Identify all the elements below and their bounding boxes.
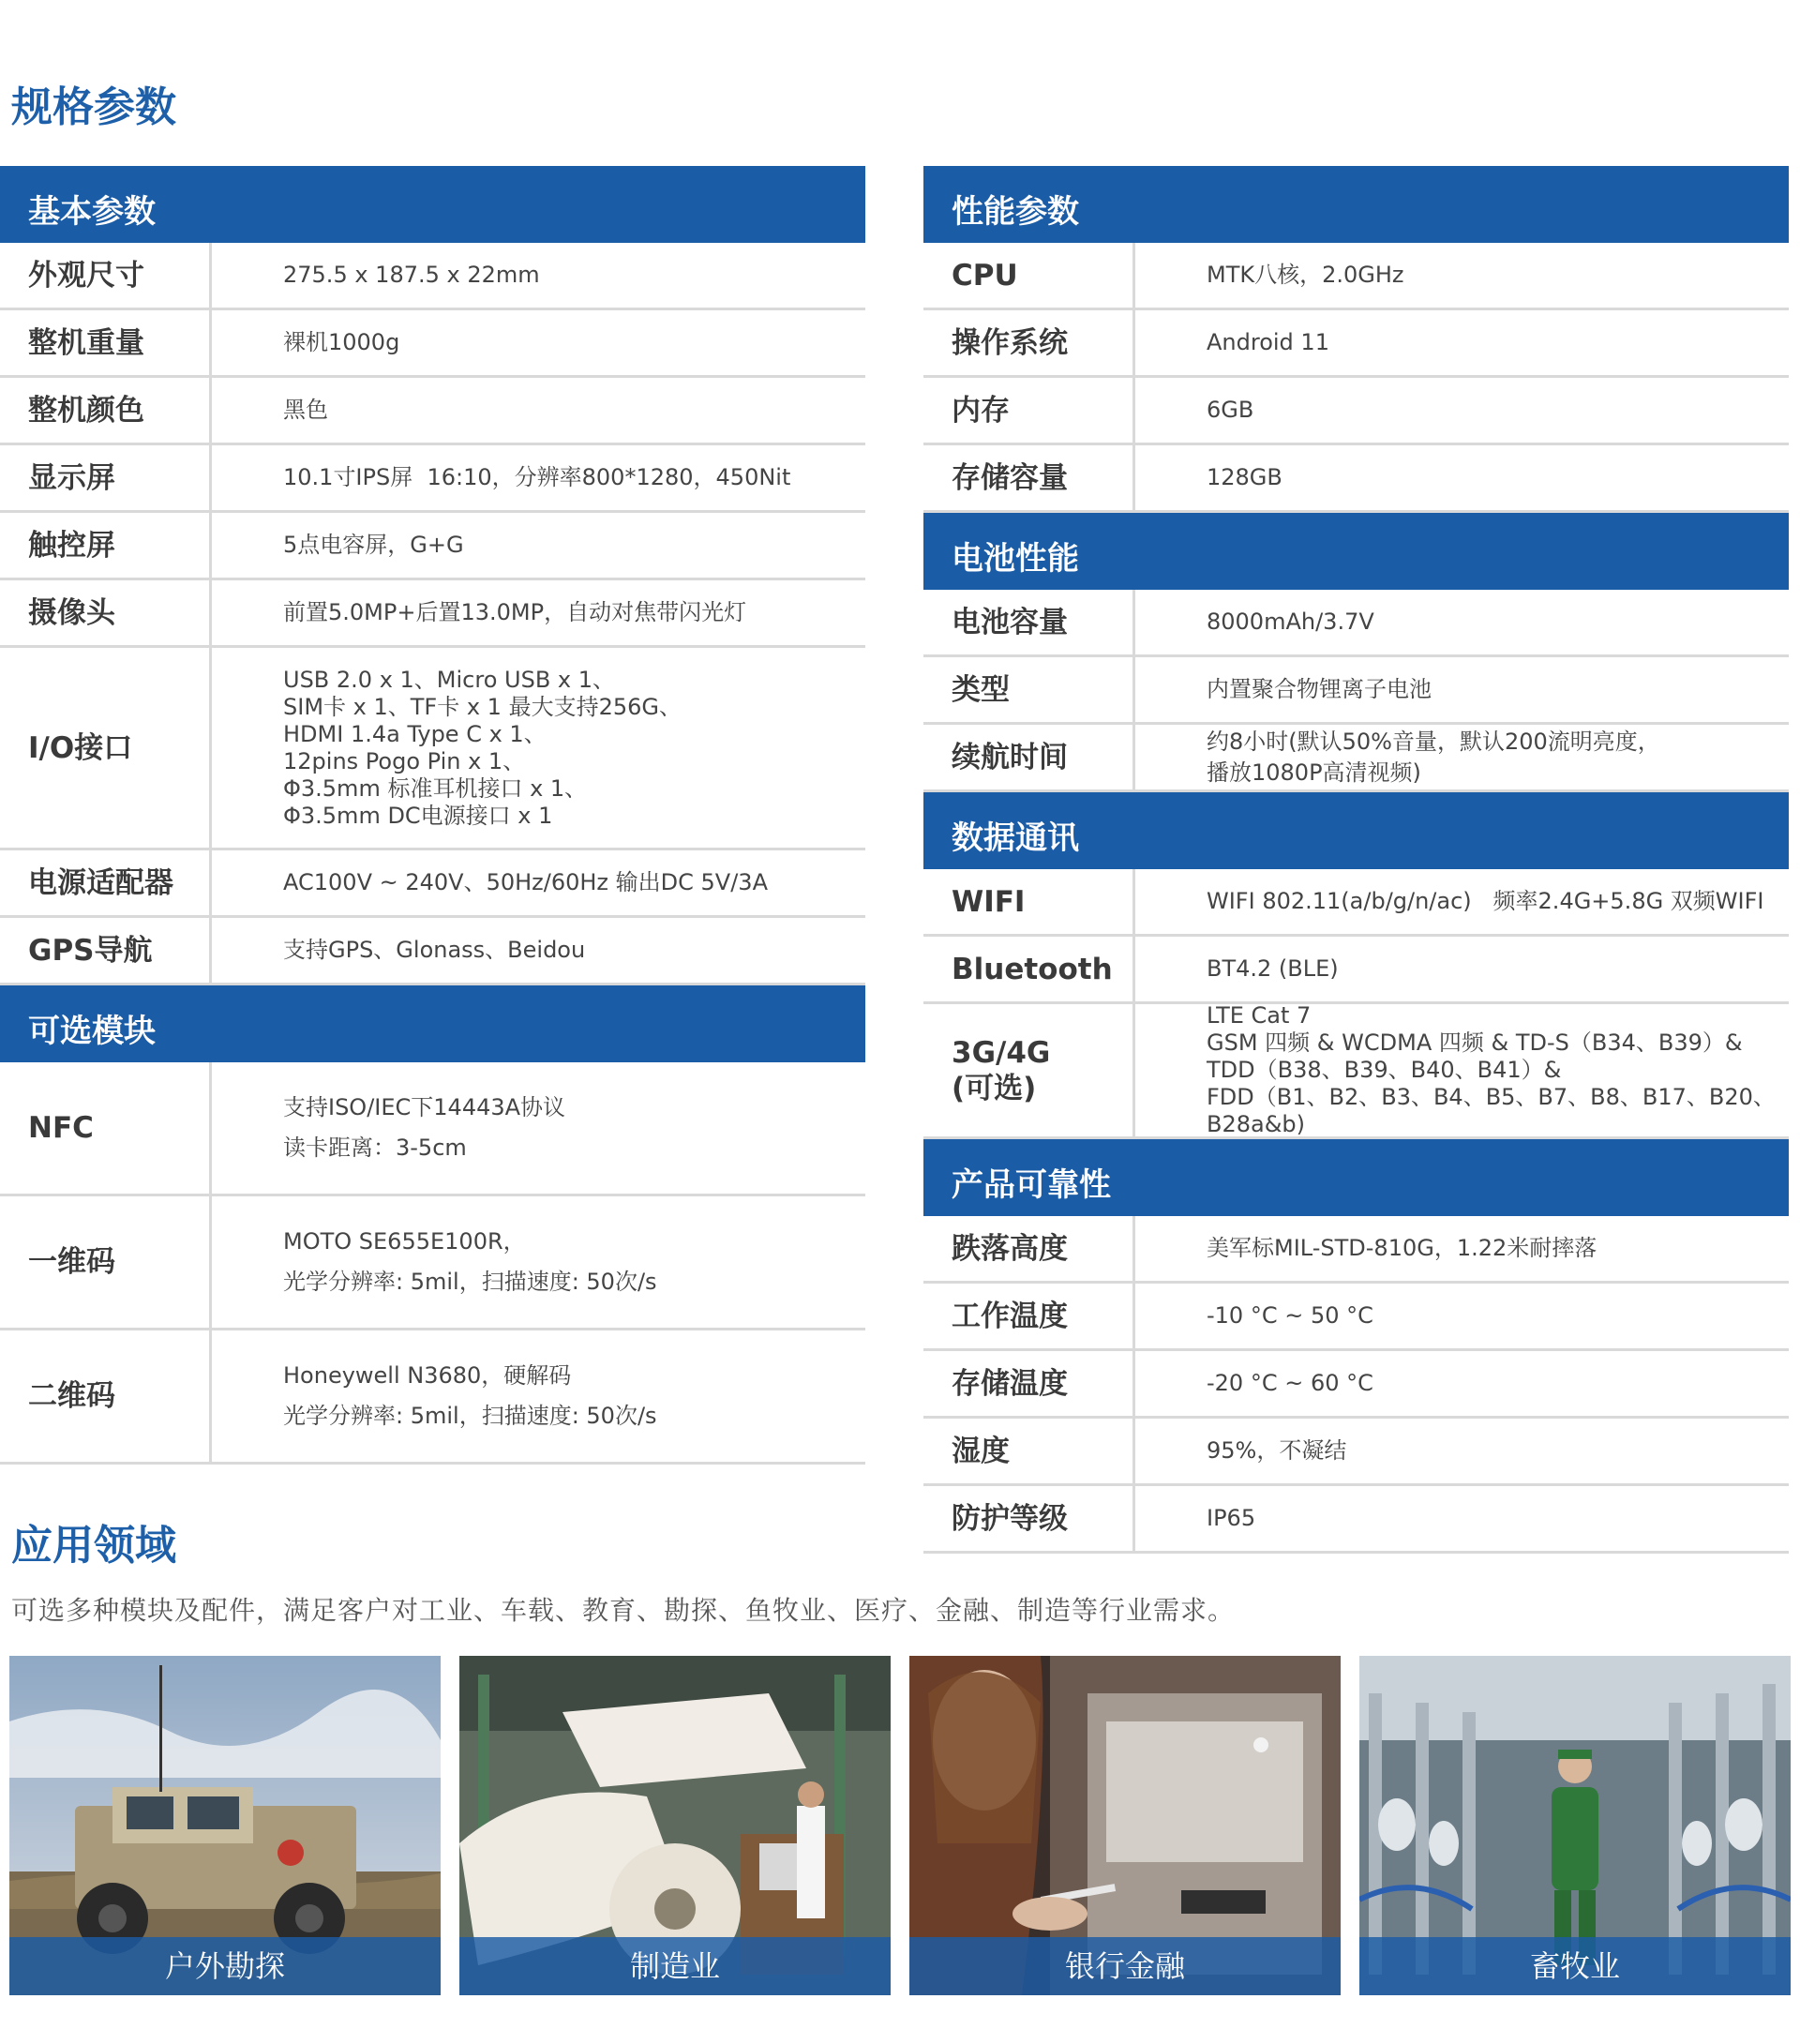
spec-row: [923, 1351, 1789, 1419]
card-caption: 制造业: [459, 1937, 891, 1995]
spec-value: [212, 378, 865, 443]
spec-value: [212, 1062, 865, 1194]
specs-title: 规格参数: [11, 83, 176, 131]
spec-row: [923, 1216, 1789, 1284]
spec-label: 一维码: [0, 1196, 212, 1328]
spec-value-line: GSM 四频 & WCDMA 四频 & TD-S（B34、B39）&: [1207, 1030, 1743, 1056]
application-card-dairy: [1359, 1656, 1791, 1995]
spec-value-line: 内置聚合物锂离子电池: [1207, 676, 1432, 702]
spec-value: [212, 513, 865, 578]
spec-value-line: WIFI 802.11(a/b/g/n/ac) 频率2.4G+5.8G 双频WIFI: [1207, 888, 1764, 914]
application-card-outdoor: [9, 1656, 441, 1995]
spec-value-line: -10 °C ~ 50 °C: [1207, 1302, 1373, 1329]
left-spec-column: [0, 166, 865, 1465]
spec-label: CPU: [923, 243, 1135, 308]
applications-title: 应用领域: [11, 1522, 176, 1570]
spec-row: [0, 378, 865, 445]
spec-value-line: SIM卡 x 1、TF卡 x 1 最大支持256G、: [283, 693, 682, 720]
spec-row: [923, 725, 1789, 792]
spec-label: 显示屏: [0, 445, 212, 510]
spec-value-line: Honeywell N3680，硬解码: [283, 1362, 572, 1389]
spec-label: 外观尺寸: [0, 243, 212, 308]
spec-row: [923, 445, 1789, 513]
spec-value-line: 裸机1000g: [283, 329, 400, 355]
spec-label: 工作温度: [923, 1284, 1135, 1348]
spec-label: Bluetooth: [923, 937, 1135, 1001]
spec-value: [1135, 1419, 1789, 1483]
spec-label: I/O接口: [0, 648, 212, 848]
spec-value: [1135, 725, 1789, 789]
spec-value: [1135, 1004, 1789, 1136]
section-heading-battery: 电池性能: [923, 513, 1789, 590]
spec-row: [923, 937, 1789, 1004]
spec-value-line: 美军标MIL-STD-810G，1.22米耐摔落: [1207, 1235, 1598, 1261]
spec-value: [212, 243, 865, 308]
spec-row: [0, 310, 865, 378]
spec-value-line: Android 11: [1207, 329, 1329, 355]
spec-value-line: -20 °C ~ 60 °C: [1207, 1370, 1373, 1396]
spec-row: [0, 918, 865, 985]
spec-value-line: 读卡距离：3-5cm: [283, 1135, 467, 1161]
spec-label: 续航时间: [923, 725, 1135, 789]
application-card-manufacturing: [459, 1656, 891, 1995]
spec-value-line: 128GB: [1207, 464, 1282, 490]
section-heading-performance: 性能参数: [923, 166, 1789, 243]
spec-value: [1135, 657, 1789, 722]
spec-label: 整机重量: [0, 310, 212, 375]
spec-row: [923, 590, 1789, 657]
spec-value-line: HDMI 1.4a Type C x 1、: [283, 720, 547, 747]
spec-value-line: 12pins Pogo Pin x 1、: [283, 747, 526, 774]
spec-value-line: TDD（B38、B39、B40、B41）&: [1207, 1057, 1562, 1083]
spec-value: [1135, 1351, 1789, 1416]
spec-value-line: 支持ISO/IEC下14443A协议: [283, 1094, 566, 1120]
spec-label: GPS导航: [0, 918, 212, 983]
spec-row: [923, 869, 1789, 937]
application-cards: [9, 1656, 1791, 1995]
section-heading-optional: 可选模块: [0, 985, 865, 1062]
spec-value-line: 约8小时(默认50%音量，默认200流明亮度，: [1207, 728, 1660, 755]
spec-label: 存储容量: [923, 445, 1135, 510]
application-card-banking: [909, 1656, 1341, 1995]
spec-label: 类型: [923, 657, 1135, 722]
spec-row: [923, 657, 1789, 725]
spec-value: [212, 918, 865, 983]
spec-row: [0, 580, 865, 648]
spec-value: [1135, 937, 1789, 1001]
spec-value: [212, 1330, 865, 1462]
spec-value-line: FDD（B1、B2、B3、B4、B5、B7、B8、B17、B20、: [1207, 1084, 1776, 1110]
spec-value-line: USB 2.0 x 1、Micro USB x 1、: [283, 666, 616, 693]
spec-label: WIFI: [923, 869, 1135, 934]
spec-label: 湿度: [923, 1419, 1135, 1483]
spec-row: [0, 1062, 865, 1196]
spec-value-line: Φ3.5mm DC电源接口 x 1: [283, 802, 553, 829]
spec-value-line: Φ3.5mm 标准耳机接口 x 1、: [283, 774, 588, 802]
spec-value-line: BT4.2 (BLE): [1207, 955, 1339, 982]
spec-value-line: 播放1080P高清视频): [1207, 759, 1421, 786]
spec-value: [1135, 1284, 1789, 1348]
spec-value-line: 支持GPS、Glonass、Beidou: [283, 937, 586, 963]
spec-value-line: LTE Cat 7: [1207, 1002, 1312, 1029]
spec-value: [212, 850, 865, 915]
spec-label: 摄像头: [0, 580, 212, 645]
spec-value-line: 5点电容屏，G+G: [283, 532, 464, 558]
spec-label: 存储温度: [923, 1351, 1135, 1416]
spec-value: [1135, 445, 1789, 510]
spec-label: NFC: [0, 1062, 212, 1194]
spec-value-line: 10.1寸IPS屏 16:10，分辨率800*1280，450Nit: [283, 464, 791, 490]
spec-row: [923, 1004, 1789, 1139]
spec-value: [1135, 1216, 1789, 1281]
spec-row: [923, 1486, 1789, 1554]
spec-label: 触控屏: [0, 513, 212, 578]
spec-row: [923, 310, 1789, 378]
spec-row: [923, 1419, 1789, 1486]
spec-value: [1135, 869, 1789, 934]
spec-label: 防护等级: [923, 1486, 1135, 1551]
spec-value: [1135, 378, 1789, 443]
spec-value: [212, 648, 865, 848]
spec-label: 操作系统: [923, 310, 1135, 375]
spec-row: [923, 243, 1789, 310]
spec-row: [0, 1330, 865, 1465]
card-caption: 畜牧业: [1359, 1937, 1791, 1995]
spec-row: [0, 243, 865, 310]
spec-label: 跌落高度: [923, 1216, 1135, 1281]
section-heading-basic: 基本参数: [0, 166, 865, 243]
spec-value-line: 275.5 x 187.5 x 22mm: [283, 262, 540, 288]
spec-value-line: 黑色: [283, 397, 328, 423]
spec-row: [923, 378, 1789, 445]
spec-value-line: MTK八核，2.0GHz: [1207, 262, 1404, 288]
spec-value: [212, 580, 865, 645]
spec-label: 二维码: [0, 1330, 212, 1462]
spec-value-line: 前置5.0MP+后置13.0MP，自动对焦带闪光灯: [283, 599, 747, 625]
spec-row: [923, 1284, 1789, 1351]
spec-value: [1135, 243, 1789, 308]
spec-value: [212, 445, 865, 510]
spec-label: 内存: [923, 378, 1135, 443]
spec-value: [1135, 590, 1789, 654]
spec-value-line: 6GB: [1207, 397, 1254, 423]
card-caption: 户外勘探: [9, 1937, 441, 1995]
spec-value: [1135, 310, 1789, 375]
spec-row: [0, 850, 865, 918]
spec-label: 3G/4G (可选): [923, 1004, 1135, 1136]
spec-value-line: AC100V ~ 240V、50Hz/60Hz 输出DC 5V/3A: [283, 869, 768, 895]
spec-value: [1135, 1486, 1789, 1551]
spec-value-line: 光学分辨率: 5mil，扫描速度: 50次/s: [283, 1269, 657, 1295]
spec-value: [212, 1196, 865, 1328]
card-caption: 银行金融: [909, 1937, 1341, 1995]
spec-label: 电池容量: [923, 590, 1135, 654]
spec-value-line: 95%，不凝结: [1207, 1437, 1347, 1464]
section-heading-reliability: 产品可靠性: [923, 1139, 1789, 1216]
spec-row: [0, 445, 865, 513]
spec-value-line: B28a&b): [1207, 1111, 1306, 1137]
spec-row: [0, 1196, 865, 1330]
spec-row: [0, 513, 865, 580]
spec-value-line: 8000mAh/3.7V: [1207, 609, 1374, 635]
spec-value-line: IP65: [1207, 1505, 1256, 1531]
spec-value-line: 光学分辨率: 5mil，扫描速度: 50次/s: [283, 1403, 657, 1429]
spec-label: 整机颜色: [0, 378, 212, 443]
section-heading-comms: 数据通讯: [923, 792, 1789, 869]
spec-label: 电源适配器: [0, 850, 212, 915]
applications-description: 可选多种模块及配件，满足客户对工业、车载、教育、勘探、鱼牧业、医疗、金融、制造等行业需求。: [11, 1595, 1236, 1626]
spec-row: [0, 648, 865, 850]
right-spec-column: [923, 166, 1789, 1554]
spec-value: [212, 310, 865, 375]
spec-value-line: MOTO SE655E100R，: [283, 1228, 526, 1255]
